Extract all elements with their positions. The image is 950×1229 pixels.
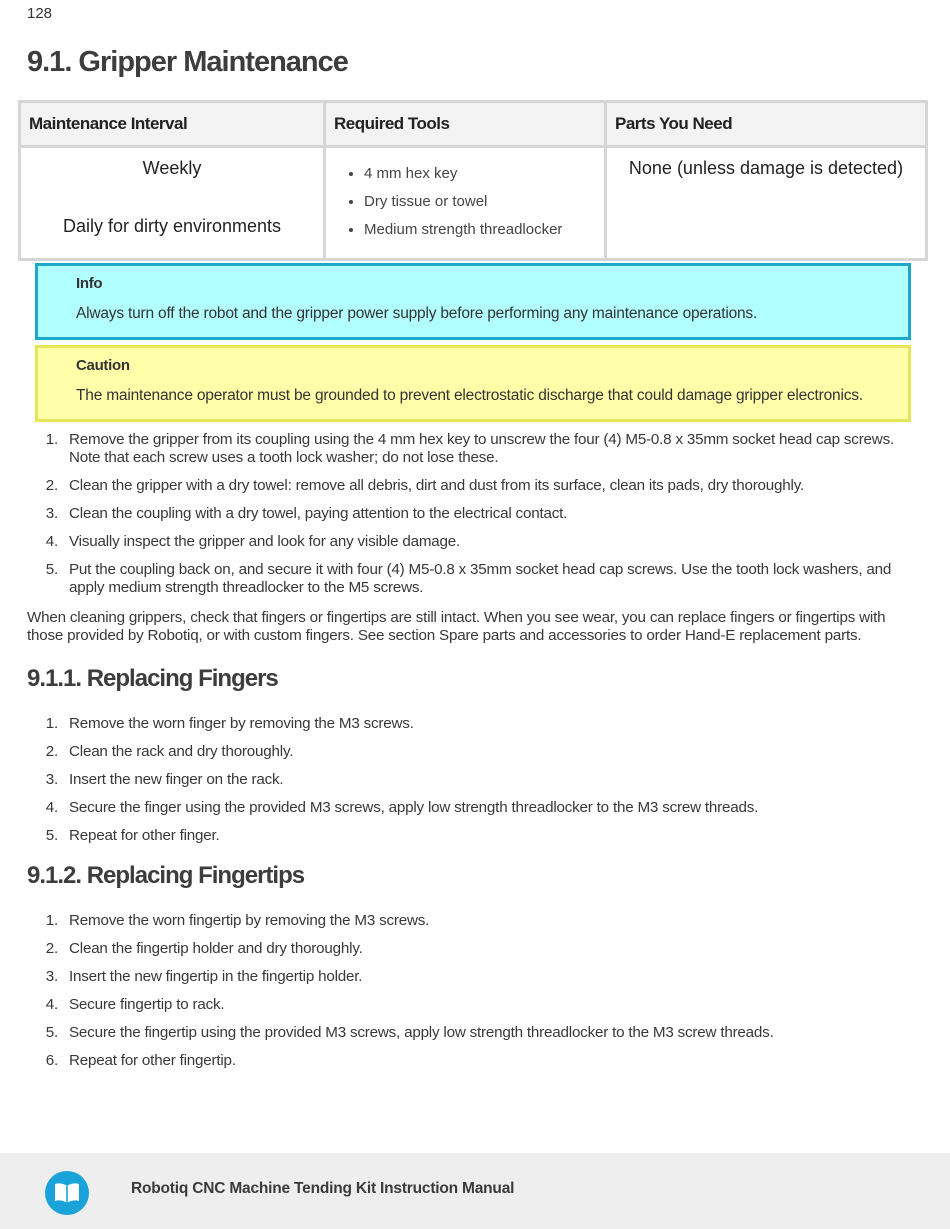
- step-text: Remove the worn finger by removing the M3 screws.: [69, 715, 414, 732]
- maintenance-steps: [0, 431, 910, 607]
- step-text: Secure the fingertip using the provided M3 screws, apply low strength threadlocker to the M3 screw threads.: [69, 1024, 774, 1041]
- list-item: [0, 940, 910, 958]
- interval-daily: Daily for dirty environments: [62, 216, 282, 236]
- step-text: Clean the coupling with a dry towel, paying attention to the electrical contact.: [69, 505, 568, 522]
- step-text: Repeat for other fingertip.: [69, 1052, 236, 1069]
- fingers-heading: 9.1.1. Replacing Fingers: [27, 665, 278, 692]
- tools-cell: [325, 147, 606, 260]
- step-number: 1.: [45, 431, 58, 448]
- fingertips-steps: [0, 912, 910, 1080]
- list-item: [0, 505, 910, 523]
- table-row: [20, 147, 927, 260]
- list-item: [0, 771, 910, 789]
- tools-list: [326, 160, 604, 244]
- list-item: [0, 561, 910, 597]
- interval-weekly: Weekly: [142, 158, 202, 178]
- maintenance-table: [18, 100, 928, 261]
- step-number: 5.: [45, 561, 58, 578]
- tool-item: • 4 mm hex key: [364, 160, 604, 188]
- header-parts: Parts You Need: [606, 102, 927, 147]
- tool-item: • Dry tissue or towel: [364, 188, 604, 216]
- step-text: Remove the worn fingertip by removing the M3 screws.: [69, 912, 430, 929]
- step-text: Insert the new fingertip in the fingertip holder.: [69, 968, 363, 985]
- header-tools: Required Tools: [325, 102, 606, 147]
- step-number: 1.: [45, 912, 58, 929]
- caution-callout: [35, 345, 911, 422]
- footer-title: Robotiq CNC Machine Tending Kit Instruction Manual: [131, 1180, 515, 1197]
- list-item: [0, 996, 910, 1014]
- list-item: [0, 1052, 910, 1070]
- step-text: Visually inspect the gripper and look for any visible damage.: [69, 533, 461, 550]
- info-callout: [35, 263, 911, 340]
- list-item: [0, 799, 910, 817]
- info-title: Info: [76, 275, 103, 292]
- step-number: 5.: [45, 1024, 58, 1041]
- list-item: [0, 477, 910, 495]
- book-icon: [45, 1171, 89, 1215]
- fingertips-heading: 9.1.2. Replacing Fingertips: [27, 862, 305, 889]
- list-item: [0, 912, 910, 930]
- wear-paragraph: When cleaning grippers, check that fingers or fingertips are still intact. When you see wear, you can replace fingers or fingertips with those provided by Robotiq, or with custom fingers. See section Spare parts and accessories to order Hand-E replacement parts.: [27, 609, 886, 644]
- step-text: Clean the fingertip holder and dry thoroughly.: [69, 940, 363, 957]
- step-text: Secure fingertip to rack.: [69, 996, 225, 1013]
- step-number: 3.: [45, 505, 58, 522]
- step-text: Repeat for other finger.: [69, 827, 220, 844]
- step-number: 2.: [45, 743, 58, 760]
- step-number: 2.: [45, 940, 58, 957]
- list-item: [0, 968, 910, 986]
- list-item: [0, 431, 910, 467]
- step-number: 4.: [45, 533, 58, 550]
- page-number: 128: [27, 5, 53, 22]
- caution-title: Caution: [76, 357, 130, 374]
- section-title: 9.1. Gripper Maintenance: [27, 46, 348, 78]
- caution-text: The maintenance operator must be grounded to prevent electrostatic discharge that could damage gripper electronics.: [76, 387, 863, 404]
- step-number: 2.: [45, 477, 58, 494]
- header-interval: Maintenance Interval: [20, 102, 325, 147]
- step-number: 3.: [45, 771, 58, 788]
- step-text: Put the coupling back on, and secure it with four (4) M5-0.8 x 35mm socket head cap screws. Use the tooth lock washers, and apply medium strength threadlocker to the M5 screws.: [69, 561, 892, 596]
- step-number: 1.: [45, 715, 58, 732]
- list-item: [0, 533, 910, 551]
- step-text: Remove the gripper from its coupling using the 4 mm hex key to unscrew the four (4) M5-0.8 x 35mm socket head cap screws. Note that each screw uses a tooth lock washer; do not lose these.: [69, 431, 894, 466]
- step-text: Clean the rack and dry thoroughly.: [69, 743, 294, 760]
- step-number: 6.: [45, 1052, 58, 1069]
- tool-item: • Medium strength threadlocker: [364, 216, 604, 244]
- step-number: 4.: [45, 996, 58, 1013]
- step-text: Secure the finger using the provided M3 screws, apply low strength threadlocker to the M3 screw threads.: [69, 799, 759, 816]
- step-text: Clean the gripper with a dry towel: remove all debris, dirt and dust from its surface, clean its pads, dry thoroughly.: [69, 477, 805, 494]
- list-item: [0, 743, 910, 761]
- step-number: 3.: [45, 968, 58, 985]
- list-item: [0, 1024, 910, 1042]
- step-text: Insert the new finger on the rack.: [69, 771, 284, 788]
- parts-cell: None (unless damage is detected): [606, 147, 927, 260]
- interval-cell: [20, 147, 325, 260]
- step-number: 5.: [45, 827, 58, 844]
- list-item: [0, 827, 910, 845]
- fingers-steps: [0, 715, 910, 855]
- list-item: [0, 715, 910, 733]
- page-footer: [0, 1153, 950, 1229]
- table-header-row: [20, 102, 927, 147]
- step-number: 4.: [45, 799, 58, 816]
- info-text: Always turn off the robot and the gripper power supply before performing any maintenance operations.: [76, 305, 758, 322]
